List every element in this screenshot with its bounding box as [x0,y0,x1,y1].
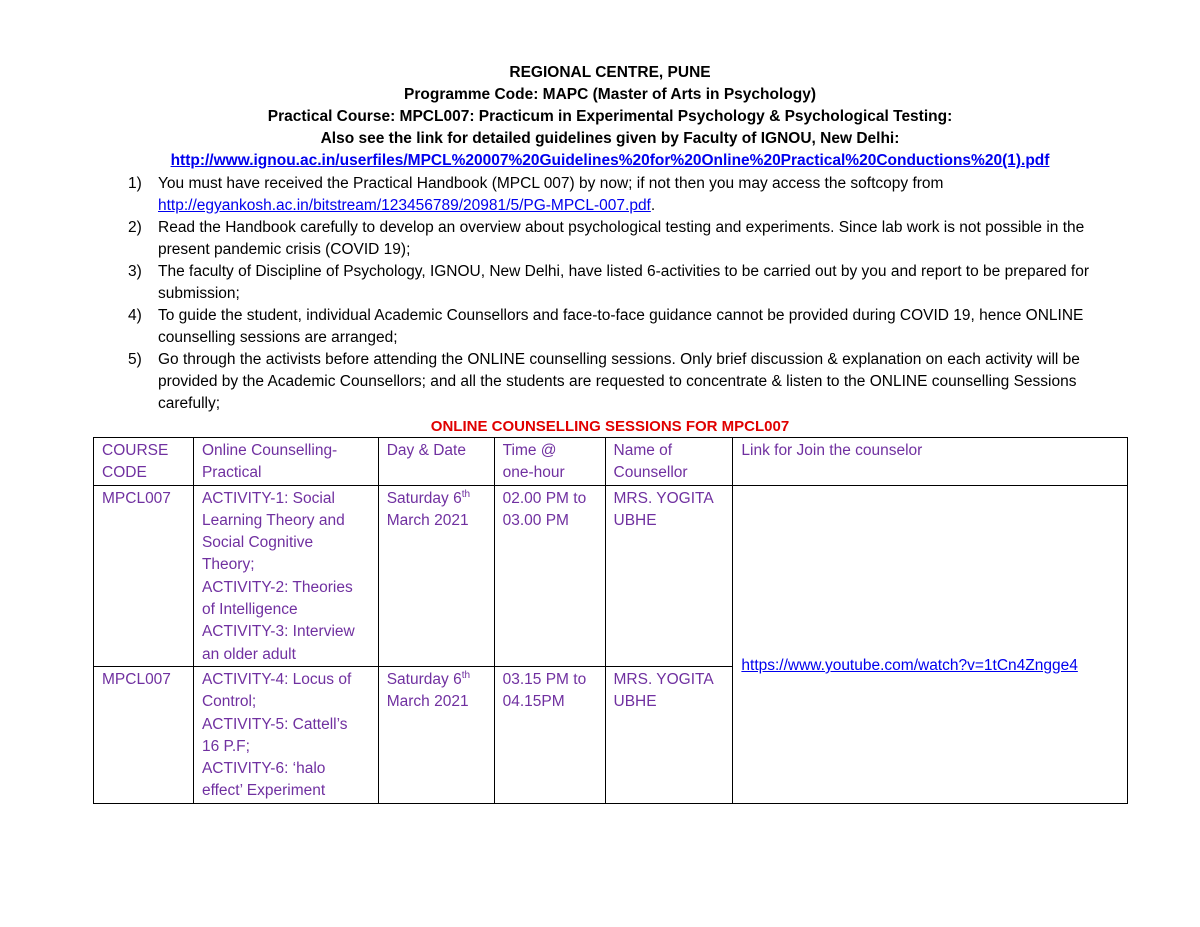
header-text: Counsellor [613,464,688,482]
item-text-end: . [650,197,656,214]
join-link-cell [733,485,1128,803]
header-course-code [94,438,194,486]
activity-line: of Intelligence [201,601,298,619]
header-time [494,438,605,486]
activities-cell [193,666,378,803]
activity-line: Social Cognitive [201,534,314,552]
item-number: 4) [128,307,142,324]
header-practical [193,438,378,486]
instructions-list [122,173,1112,415]
activities-cell [193,485,378,666]
activity-line: Theory; [201,556,255,574]
course-code-cell: MPCL007 [94,666,194,803]
header-text: Practical [201,464,262,482]
guidelines-link[interactable]: http://www.ignou.ac.in/userfiles/MPCL%20007%20Guidelines%20for%20Online%20Practical%20Conductions%20(1).pdf [170,152,1050,169]
activity-line: 16 P.F; [201,737,250,755]
day-text: Saturday 6 [386,489,462,507]
day-text: Saturday 6 [386,670,462,688]
activity-line: ACTIVITY-2: Theories [201,578,353,596]
date-text: March 2021 [386,511,469,529]
header-text: CODE [102,464,147,482]
counsellor-cell [605,666,733,803]
item-text: The faculty of Discipline of Psychology, IGNOU, New Delhi, have listed 6-activities to be carried out by you and report to be prepared for submission; [158,263,1090,302]
item-text: You must have received the Practical Handbook (MPCL 007) by now; if not then you may access the softcopy from [158,175,944,192]
table-title: ONLINE COUNSELLING SESSIONS FOR MPCL007 [430,418,790,435]
activity-line: ACTIVITY-5: Cattell’s [201,715,348,733]
time-line: 04.15PM [502,693,565,711]
document-header [120,62,1100,172]
activity-line: effect’ Experiment [201,782,326,800]
time-line: 03.00 PM [502,511,569,529]
day-date-cell [378,485,494,666]
activity-line: an older adult [201,645,296,663]
counsellor-line: MRS. YOGITA [613,489,714,507]
date-text: March 2021 [386,693,469,711]
guidelines-note: Also see the link for detailed guidelines given by Faculty of IGNOU, New Delhi: [320,130,900,147]
header-text: one-hour [502,464,565,482]
day-date-cell [378,666,494,803]
counsellor-line: UBHE [613,693,657,711]
item-number: 5) [128,351,142,368]
instruction-item [122,173,1112,217]
header-text: Online Counselling- [201,442,338,459]
header-text: Day & Date [386,442,466,459]
day-suffix: th [461,488,471,500]
item-text: To guide the student, individual Academic Counsellors and face-to-face guidance cannot be provided during COVID 19, hence ONLINE counselling sessions are arranged; [158,307,1084,346]
practical-course: Practical Course: MPCL007: Practicum in Experimental Psychology & Psychological Testing: [267,108,953,125]
programme-code: Programme Code: MAPC (Master of Arts in Psychology) [404,86,816,103]
header-text: Link for Join the counselor [741,442,923,459]
item-text: Read the Handbook carefully to develop an overview about psychological testing and experiments. Since lab work is not possible in the present pandemic crisis (COVID 19); [158,219,1085,258]
instruction-item [122,217,1112,261]
instruction-item [122,349,1112,415]
counsellor-line: UBHE [613,511,657,529]
day-line [387,669,489,691]
day-suffix: th [461,669,471,681]
activity-line: ACTIVITY-1: Social [201,489,335,507]
activity-line: ACTIVITY-4: Locus of [201,670,352,688]
item-number: 1) [128,175,142,192]
counsellor-line: MRS. YOGITA [613,670,714,688]
handbook-link[interactable]: http://egyankosh.ac.in/bitstream/123456789/20981/5/PG-MPCL-007.pdf [158,197,651,214]
time-line: 03.15 PM to [502,670,587,688]
instruction-item [122,305,1112,349]
table-header-row [94,438,1128,486]
header-text: Time @ [502,442,557,459]
header-link [733,438,1128,486]
table-row [94,485,1128,666]
time-cell [494,666,605,803]
item-text: Go through the activists before attending the ONLINE counselling sessions. Only brief discussion & explanation on each activity will be provided by the Academic Counsellors; and all the students are requested to concentrate & listen to the ONLINE counselling Sessions carefully; [158,351,1080,412]
item-number: 2) [128,219,142,236]
header-text: Name of [613,442,673,459]
activity-line: Control; [201,693,257,711]
day-line [387,488,489,510]
activity-line: Learning Theory and [201,511,345,529]
counsellor-cell [605,485,733,666]
activity-line: ACTIVITY-3: Interview [201,623,355,641]
header-day-date [378,438,494,486]
item-number: 3) [128,263,142,280]
instruction-item [122,261,1112,305]
header-counsellor [605,438,733,486]
sessions-table [93,437,1128,804]
regional-centre-title: REGIONAL CENTRE, PUNE [509,64,711,81]
course-code-cell: MPCL007 [94,485,194,666]
youtube-join-link[interactable]: https://www.youtube.com/watch?v=1tCn4Zngge4 [741,657,1078,675]
header-text: COURSE [102,442,169,459]
time-cell [494,485,605,666]
time-line: 02.00 PM to [502,489,587,507]
activity-line: ACTIVITY-6: ‘halo [201,760,326,778]
